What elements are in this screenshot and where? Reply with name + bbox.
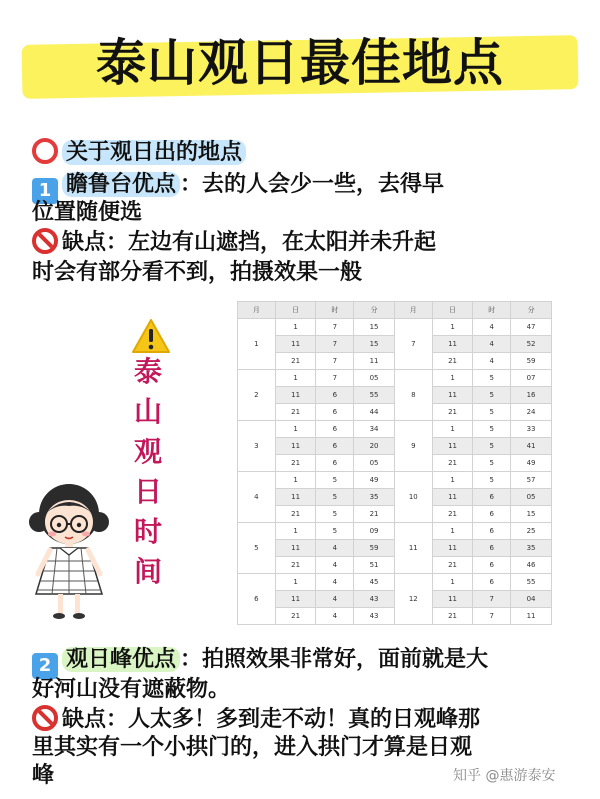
section-header-text: 关于观日出的地点 [62,140,246,165]
day-cell: 11 [432,438,473,455]
day-cell: 11 [432,591,473,608]
minute-cell: 49 [354,472,395,489]
day-cell: 1 [432,523,473,540]
minute-cell: 33 [511,421,552,438]
hour-cell: 5 [473,421,511,438]
header-hour: 时 [316,302,354,319]
month-cell: 8 [394,370,432,421]
day-cell: 1 [275,574,316,591]
table-row [238,319,552,336]
minute-cell: 15 [354,336,395,353]
hour-cell: 7 [316,319,354,336]
minute-cell: 35 [354,489,395,506]
hour-cell: 6 [316,421,354,438]
hour-cell: 5 [316,472,354,489]
hour-cell: 7 [316,353,354,370]
month-cell: 5 [238,523,276,574]
day-cell: 11 [275,591,316,608]
hour-cell: 5 [473,472,511,489]
spot1-cons [32,228,436,258]
hour-cell: 5 [473,387,511,404]
hour-cell: 7 [316,336,354,353]
day-cell: 21 [275,404,316,421]
minute-cell: 43 [354,608,395,625]
minute-cell: 47 [511,319,552,336]
hour-cell: 5 [473,438,511,455]
hour-cell: 6 [316,404,354,421]
month-cell: 1 [238,319,276,370]
minute-cell: 41 [511,438,552,455]
month-cell: 9 [394,421,432,472]
day-cell: 21 [432,455,473,472]
spot2-pros [32,645,488,679]
day-cell: 11 [432,489,473,506]
minute-cell: 57 [511,472,552,489]
minute-cell: 59 [354,540,395,557]
hour-cell: 6 [316,455,354,472]
hour-cell: 5 [473,370,511,387]
day-cell: 1 [432,421,473,438]
minute-cell: 09 [354,523,395,540]
day-cell: 21 [432,353,473,370]
hour-cell: 5 [316,506,354,523]
keycap-one-icon: 1 [32,178,58,204]
month-cell: 6 [238,574,276,625]
side-label-char: 山 [133,395,162,428]
minute-cell: 55 [354,387,395,404]
minute-cell: 20 [354,438,395,455]
spot1-cons-label: 缺点 [62,230,107,255]
title-banner [22,28,578,98]
minute-cell: 11 [354,353,395,370]
hour-cell: 6 [316,438,354,455]
header-day: 日 [275,302,316,319]
spot1-pros-line2: 位置随便选 [32,200,143,225]
girl-illustration [22,476,116,626]
day-cell: 1 [432,472,473,489]
minute-cell: 15 [354,319,395,336]
header-month: 月 [238,302,276,319]
month-cell: 4 [238,472,276,523]
spot1-cons-line2: 时会有部分看不到，拍摄效果一般 [32,260,363,285]
spot2-pros-line1: ：拍照效果非常好，面前就是大 [180,647,489,672]
minute-cell: 45 [354,574,395,591]
day-cell: 11 [432,336,473,353]
hour-cell: 4 [316,591,354,608]
minute-cell: 59 [511,353,552,370]
header-minute: 分 [511,302,552,319]
day-cell: 11 [432,540,473,557]
hour-cell: 6 [473,489,511,506]
hour-cell: 4 [473,353,511,370]
hour-cell: 4 [316,574,354,591]
table-row [238,574,552,591]
month-cell: 3 [238,421,276,472]
hour-cell: 6 [473,523,511,540]
day-cell: 21 [432,404,473,421]
spot1-pros-line1: ：去的人会少一些，去得早 [180,172,445,197]
month-cell: 10 [394,472,432,523]
header-minute: 分 [354,302,395,319]
header-day: 日 [432,302,473,319]
hour-cell: 5 [316,489,354,506]
minute-cell: 16 [511,387,552,404]
keycap-two-icon: 2 [32,653,58,679]
spot2-pros-line2: 好河山没有遮蔽物。 [32,677,231,702]
minute-cell: 15 [511,506,552,523]
day-cell: 11 [275,489,316,506]
minute-cell: 51 [354,557,395,574]
header-hour: 时 [473,302,511,319]
hour-cell: 6 [473,557,511,574]
day-cell: 21 [275,353,316,370]
spot1-cons-line1: ：左边有山遮挡，在太阳并未升起 [106,230,437,255]
day-cell: 11 [275,540,316,557]
day-cell: 11 [432,387,473,404]
spot2-cons-line2: 里其实有一个小拱门的，进入拱门才算是日观 [32,735,473,760]
header-month: 月 [394,302,432,319]
day-cell: 1 [432,319,473,336]
sunrise-time-table [237,301,552,625]
day-cell: 21 [275,506,316,523]
prohibited-icon [32,228,58,254]
hour-cell: 6 [473,540,511,557]
hour-cell: 5 [316,523,354,540]
warning-icon [131,318,171,354]
minute-cell: 52 [511,336,552,353]
day-cell: 11 [275,336,316,353]
spot2-cons-label: 缺点 [62,707,107,732]
zhihu-watermark: 知乎 @惠游泰安 [453,768,556,784]
hour-cell: 4 [316,608,354,625]
day-cell: 21 [275,455,316,472]
month-cell: 12 [394,574,432,625]
spot2-cons-line3: 峰 [32,763,55,788]
day-cell: 1 [275,319,316,336]
day-cell: 21 [275,557,316,574]
minute-cell: 05 [511,489,552,506]
red-circle-icon [32,138,58,164]
table-row [238,523,552,540]
month-cell: 11 [394,523,432,574]
side-label-char: 间 [133,555,162,588]
hour-cell: 4 [473,319,511,336]
side-label-char: 泰 [133,355,162,388]
minute-cell: 21 [354,506,395,523]
hour-cell: 7 [473,608,511,625]
minute-cell: 04 [511,591,552,608]
hour-cell: 4 [473,336,511,353]
prohibited-icon [32,705,58,731]
minute-cell: 05 [354,455,395,472]
minute-cell: 24 [511,404,552,421]
spot2-name: 观日峰优点 [62,647,180,672]
spot2-cons [32,705,480,735]
table-row [238,472,552,489]
hour-cell: 6 [473,574,511,591]
table-row [238,421,552,438]
minute-cell: 34 [354,421,395,438]
day-cell: 1 [275,370,316,387]
day-cell: 21 [432,506,473,523]
day-cell: 21 [275,608,316,625]
section-header [32,138,246,168]
minute-cell: 11 [511,608,552,625]
day-cell: 11 [275,438,316,455]
hour-cell: 4 [316,557,354,574]
hour-cell: 7 [316,370,354,387]
minute-cell: 25 [511,523,552,540]
day-cell: 1 [275,421,316,438]
minute-cell: 35 [511,540,552,557]
minute-cell: 05 [354,370,395,387]
side-label-char: 观 [133,435,162,468]
side-label-char: 时 [133,515,162,548]
hour-cell: 6 [473,506,511,523]
hour-cell: 4 [316,540,354,557]
day-cell: 11 [275,387,316,404]
hour-cell: 7 [473,591,511,608]
day-cell: 21 [432,608,473,625]
hour-cell: 5 [473,404,511,421]
minute-cell: 07 [511,370,552,387]
minute-cell: 43 [354,591,395,608]
day-cell: 1 [432,370,473,387]
table-row [238,370,552,387]
day-cell: 1 [432,574,473,591]
table-header-row [238,302,552,319]
day-cell: 1 [275,523,316,540]
side-label [128,352,168,592]
minute-cell: 44 [354,404,395,421]
hour-cell: 6 [316,387,354,404]
hour-cell: 5 [473,455,511,472]
side-label-char: 日 [133,475,162,508]
page-title: 泰山观日最佳地点 [96,34,504,92]
minute-cell: 46 [511,557,552,574]
spot1-name: 瞻鲁台优点 [62,172,180,197]
day-cell: 1 [275,472,316,489]
month-cell: 2 [238,370,276,421]
minute-cell: 49 [511,455,552,472]
day-cell: 21 [432,557,473,574]
minute-cell: 55 [511,574,552,591]
spot2-cons-line1: ：人太多！多到走不动！真的日观峰那 [106,707,481,732]
month-cell: 7 [394,319,432,370]
